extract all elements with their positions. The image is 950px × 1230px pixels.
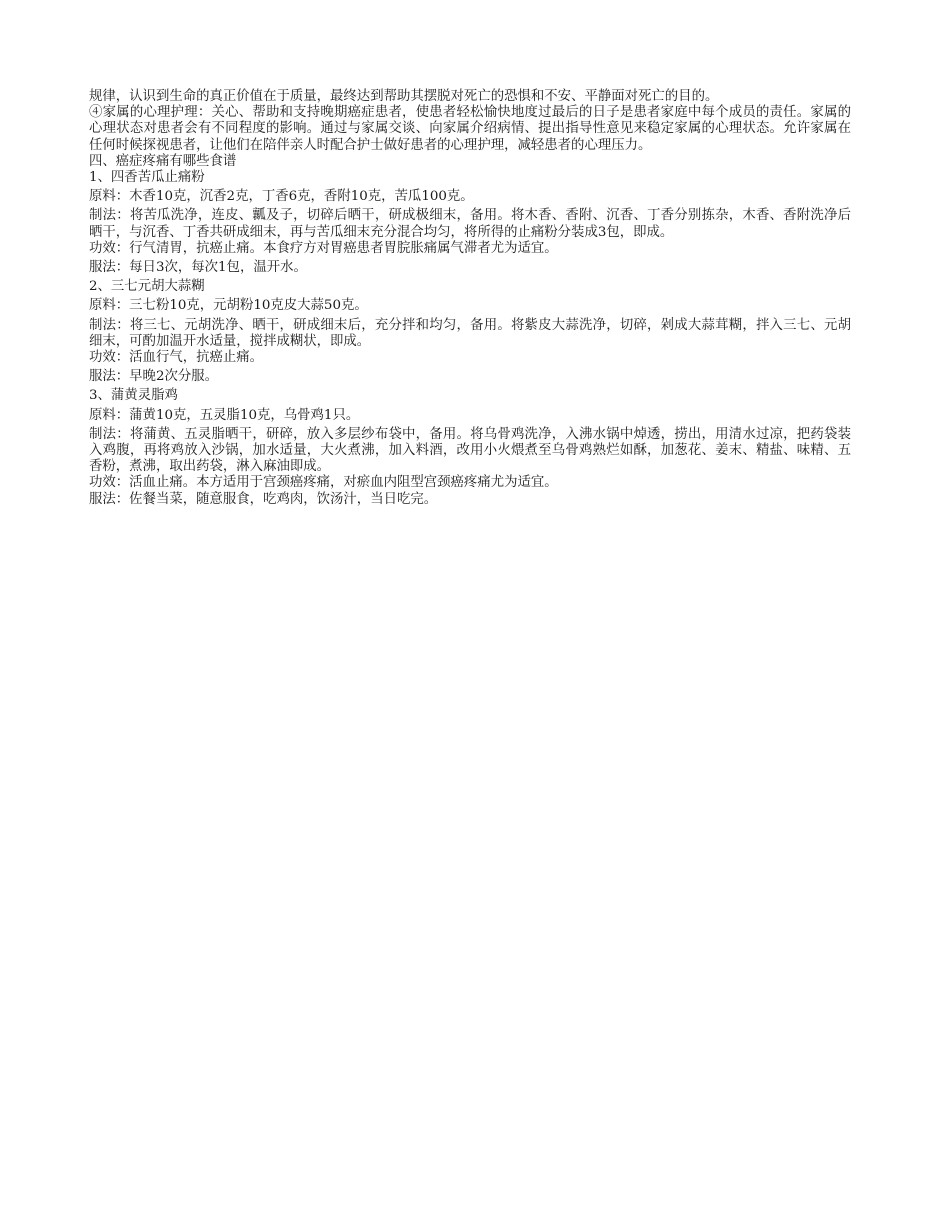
recipe-3-title: 3、蒲黄灵脂鸡 xyxy=(89,388,178,404)
recipe-2-method: 制法：将三七、元胡洗净、晒干，研成细末后，充分拌和均匀，备用。将紫皮大蒜洗净，切碎，剁成大蒜茸糊，拌入三七、元胡细末，可酌加温开水适量，搅拌成糊状，即成。 xyxy=(89,317,851,349)
paragraph-intro-continuation: 规律，认识到生命的真正价值在于质量，最终达到帮助其摆脱对死亡的恐惧和不安、平静面对死亡的目的。 xyxy=(89,89,719,104)
recipe-1-usage: 服法：每日3次，每次1包，温开水。 xyxy=(89,260,307,276)
recipe-1-effect: 功效：行气清胃，抗癌止痛。本食疗方对胃癌患者胃脘胀痛属气滞者尤为适宜。 xyxy=(89,240,558,256)
recipe-1-title: 1、四香苦瓜止痛粉 xyxy=(89,170,205,186)
section-heading-recipes: 四、癌症疼痛有哪些食谱 xyxy=(89,153,237,169)
recipe-3-method: 制法：将蒲黄、五灵脂晒干，研碎，放入多层纱布袋中，备用。将乌骨鸡洗净，入沸水锅中焯透，捞出，用清水过凉，把药袋装入鸡腹，再将鸡放入沙锅，加水适量，大火煮沸，加入料酒，改用小火煨煮至乌骨鸡熟烂如酥，加葱花、姜末、精盐、味精、五香粉，煮沸，取出药袋，淋入麻油即成。 xyxy=(89,426,851,475)
paragraph-family-care: ④家属的心理护理：关心、帮助和支持晚期癌症患者，使患者轻松愉快地度过最后的日子是患者家庭中每个成员的责任。家属的心理状态对患者会有不同程度的影响。通过与家属交谈、向家属介绍病情、提出指导性意见来稳定家属的心理状态。允许家属在任何时候探视患者，让他们在陪伴亲人时配合护士做好患者的心理护理，减轻患者的心理压力。 xyxy=(89,105,851,153)
recipe-1-ingredients: 原料：木香10克，沉香2克，丁香6克，香附10克，苦瓜100克。 xyxy=(89,189,474,205)
recipe-2-usage: 服法：早晚2次分服。 xyxy=(89,369,219,385)
recipe-3-effect: 功效：活血止痛。本方适用于宫颈癌疼痛，对瘀血内阻型宫颈癌疼痛尤为适宜。 xyxy=(89,475,558,491)
recipe-3-ingredients: 原料：蒲黄10克，五灵脂10克，乌骨鸡1只。 xyxy=(89,407,360,423)
document-body xyxy=(89,89,851,508)
recipe-2-title: 2、三七元胡大蒜糊 xyxy=(89,279,205,295)
recipe-2-ingredients: 原料：三七粉10克，元胡粉10克皮大蒜50克。 xyxy=(89,298,368,314)
recipe-2-effect: 功效：活血行气，抗癌止痛。 xyxy=(89,350,264,366)
recipe-3-usage: 服法：佐餐当菜，随意服食，吃鸡肉，饮汤汁，当日吃完。 xyxy=(89,491,438,507)
recipe-1-method: 制法：将苦瓜洗净，连皮、瓤及子，切碎后晒干，研成极细末，备用。将木香、香附、沉香、丁香分别拣杂，木香、香附洗净后晒干，与沉香、丁香共研成细末，再与苦瓜细末充分混合均匀，将所得的止痛粉分装成3包，即成。 xyxy=(89,208,851,240)
